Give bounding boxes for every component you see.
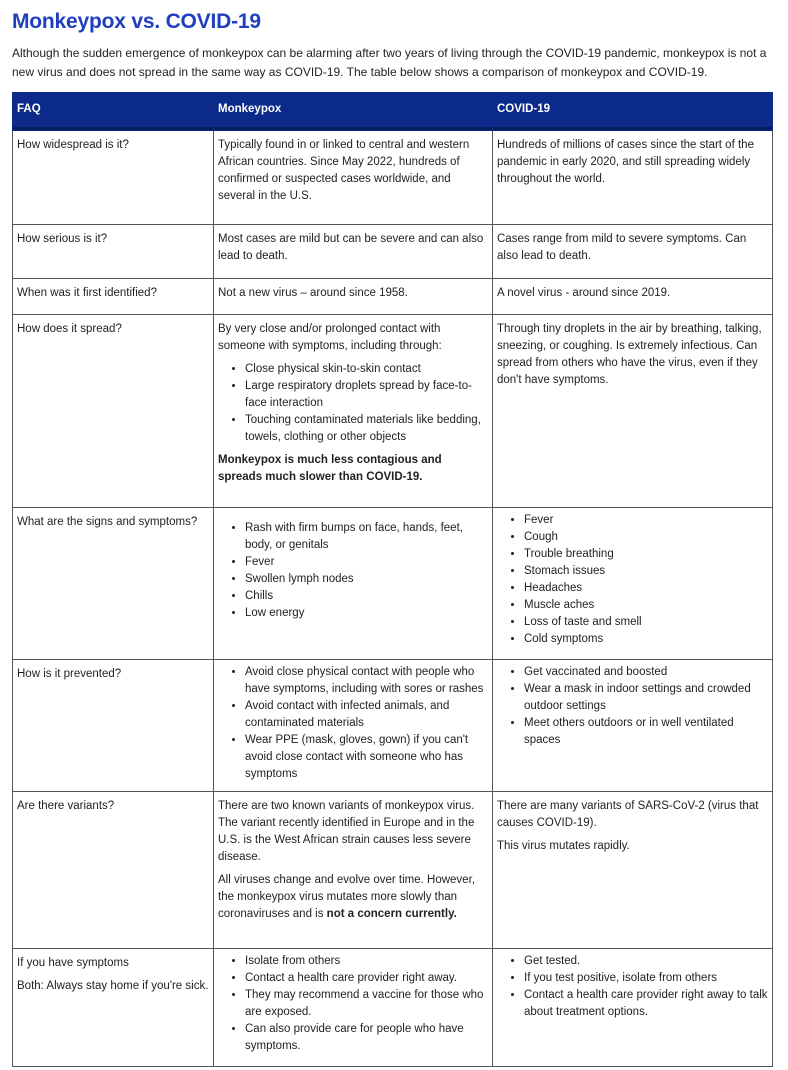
list-item: • If you test positive, isolate from others — [524, 970, 768, 987]
faq-cell: Are there variants? — [13, 792, 214, 949]
list-item: • Close physical skin-to-skin contact — [245, 361, 488, 378]
list-item: • Cough — [524, 529, 768, 546]
table-row — [13, 508, 773, 660]
faq-cell: How widespread is it? — [13, 131, 214, 225]
list-item: • Trouble breathing — [524, 546, 768, 563]
cell-note: Both: Always stay home if you're sick. — [17, 980, 209, 992]
list-item: • They may recommend a vaccine for those who are exposed. — [245, 987, 488, 1021]
table-row — [13, 225, 773, 279]
covid-cell — [493, 660, 773, 792]
table-row — [13, 660, 773, 792]
cell-text: This virus mutates rapidly. — [497, 840, 630, 852]
header-faq: FAQ — [13, 93, 214, 131]
cell-text: Through tiny droplets in the air by breathing, talking, sneezing, or coughing. Is extremely infectious. Can spread from others who have the virus, even if they don't have symptoms. — [497, 323, 762, 386]
list-item: • Swollen lymph nodes — [245, 571, 488, 588]
monkeypox-cell — [214, 225, 493, 279]
list-item: • Large respiratory droplets spread by face-to-face interaction — [245, 378, 488, 412]
monkeypox-cell — [214, 949, 493, 1067]
header-covid: COVID-19 — [493, 93, 773, 131]
list-item: • Meet others outdoors or in well ventilated spaces — [524, 715, 768, 749]
cell-text: There are two known variants of monkeypox virus. The variant recently identified in Europe and in the U.S. is the West African strain causes less severe disease. — [218, 800, 475, 863]
covid-cell — [493, 315, 773, 508]
monkeypox-cell — [214, 131, 493, 225]
list-item: • Headaches — [524, 580, 768, 597]
covid-cell — [493, 792, 773, 949]
bullet-list — [218, 953, 488, 1055]
list-item: • Fever — [524, 512, 768, 529]
bullet-list — [497, 664, 768, 749]
monkeypox-cell — [214, 660, 493, 792]
comparison-table — [12, 92, 773, 1067]
list-item: • Low energy — [245, 605, 488, 622]
covid-cell — [493, 508, 773, 660]
list-item: • Touching contaminated materials like bedding, towels, clothing or other objects — [245, 412, 488, 446]
faq-cell: How is it prevented? — [13, 660, 214, 792]
cell-text: All viruses change and evolve over time. However, the monkeypox virus mutates more slowly than coronaviruses and is — [218, 874, 475, 920]
table-row — [13, 279, 773, 315]
header-monkeypox: Monkeypox — [214, 93, 493, 131]
covid-cell — [493, 279, 773, 315]
cell-text: There are many variants of SARS-CoV-2 (virus that causes COVID-19). — [497, 800, 759, 829]
faq-cell: How does it spread? — [13, 315, 214, 508]
faq-cell: How serious is it? — [13, 225, 214, 279]
list-item: • Contact a health care provider right away to talk about treatment options. — [524, 987, 768, 1021]
list-item: • Cold symptoms — [524, 631, 768, 648]
list-item: • Contact a health care provider right away. — [245, 970, 488, 987]
cell-text: Most cases are mild but can be severe and can also lead to death. — [218, 233, 484, 262]
bullet-list — [218, 520, 488, 622]
table-row — [13, 131, 773, 225]
table-header-row — [13, 93, 773, 131]
monkeypox-cell — [214, 315, 493, 508]
cell-text: By very close and/or prolonged contact with someone with symptoms, including through: — [218, 323, 442, 352]
faq-cell — [13, 949, 214, 1067]
list-item: • Can also provide care for people who have symptoms. — [245, 1021, 488, 1055]
monkeypox-cell — [214, 279, 493, 315]
covid-cell — [493, 949, 773, 1067]
covid-cell — [493, 225, 773, 279]
cell-text: Hundreds of millions of cases since the start of the pandemic in early 2020, and still spreading widely throughout the world. — [497, 139, 754, 185]
monkeypox-cell — [214, 792, 493, 949]
list-item: • Fever — [245, 554, 488, 571]
cell-text: Cases range from mild to severe symptoms. Can also lead to death. — [497, 233, 747, 262]
list-item: • Isolate from others — [245, 953, 488, 970]
bold-note: Monkeypox is much less contagious and spreads much slower than COVID-19. — [218, 454, 442, 483]
cell-text: Typically found in or linked to central and western African countries. Since May 2022, hundreds of confirmed or suspected cases worldwide, and several in the U.S. — [218, 139, 470, 202]
bold-note: not a concern currently. — [326, 908, 457, 920]
cell-text: Not a new virus – around since 1958. — [218, 287, 408, 299]
list-item: • Chills — [245, 588, 488, 605]
bullet-list — [497, 512, 768, 648]
list-item: • Stomach issues — [524, 563, 768, 580]
list-item: • Get tested. — [524, 953, 768, 970]
list-item: • Avoid contact with infected animals, and contaminated materials — [245, 698, 488, 732]
cell-text: A novel virus - around since 2019. — [497, 287, 671, 299]
list-item: • Wear PPE (mask, gloves, gown) if you can't avoid close contact with someone who has symptoms — [245, 732, 488, 783]
faq-cell: When was it first identified? — [13, 279, 214, 315]
monkeypox-cell — [214, 508, 493, 660]
table-row — [13, 949, 773, 1067]
bullet-list — [218, 664, 488, 783]
list-item: • Avoid close physical contact with people who have symptoms, including with sores or rashes — [245, 664, 488, 698]
table-row — [13, 792, 773, 949]
list-item: • Loss of taste and smell — [524, 614, 768, 631]
faq-cell: What are the signs and symptoms? — [13, 508, 214, 660]
bullet-list — [497, 953, 768, 1021]
covid-cell — [493, 131, 773, 225]
cell-text: If you have symptoms — [17, 957, 129, 969]
list-item: • Rash with firm bumps on face, hands, feet, body, or genitals — [245, 520, 488, 554]
bullet-list — [218, 361, 488, 446]
table-row — [13, 315, 773, 508]
list-item: • Wear a mask in indoor settings and crowded outdoor settings — [524, 681, 768, 715]
list-item: • Get vaccinated and boosted — [524, 664, 768, 681]
page-title: Monkeypox vs. COVID-19 — [12, 10, 261, 33]
list-item: • Muscle aches — [524, 597, 768, 614]
intro-paragraph: Although the sudden emergence of monkeypox can be alarming after two years of living through the COVID-19 pandemic, monkeypox is not a new virus and does not spread in the same way as COVID-19. The table below shows a comparison of monkeypox and COVID-19. — [12, 46, 767, 79]
